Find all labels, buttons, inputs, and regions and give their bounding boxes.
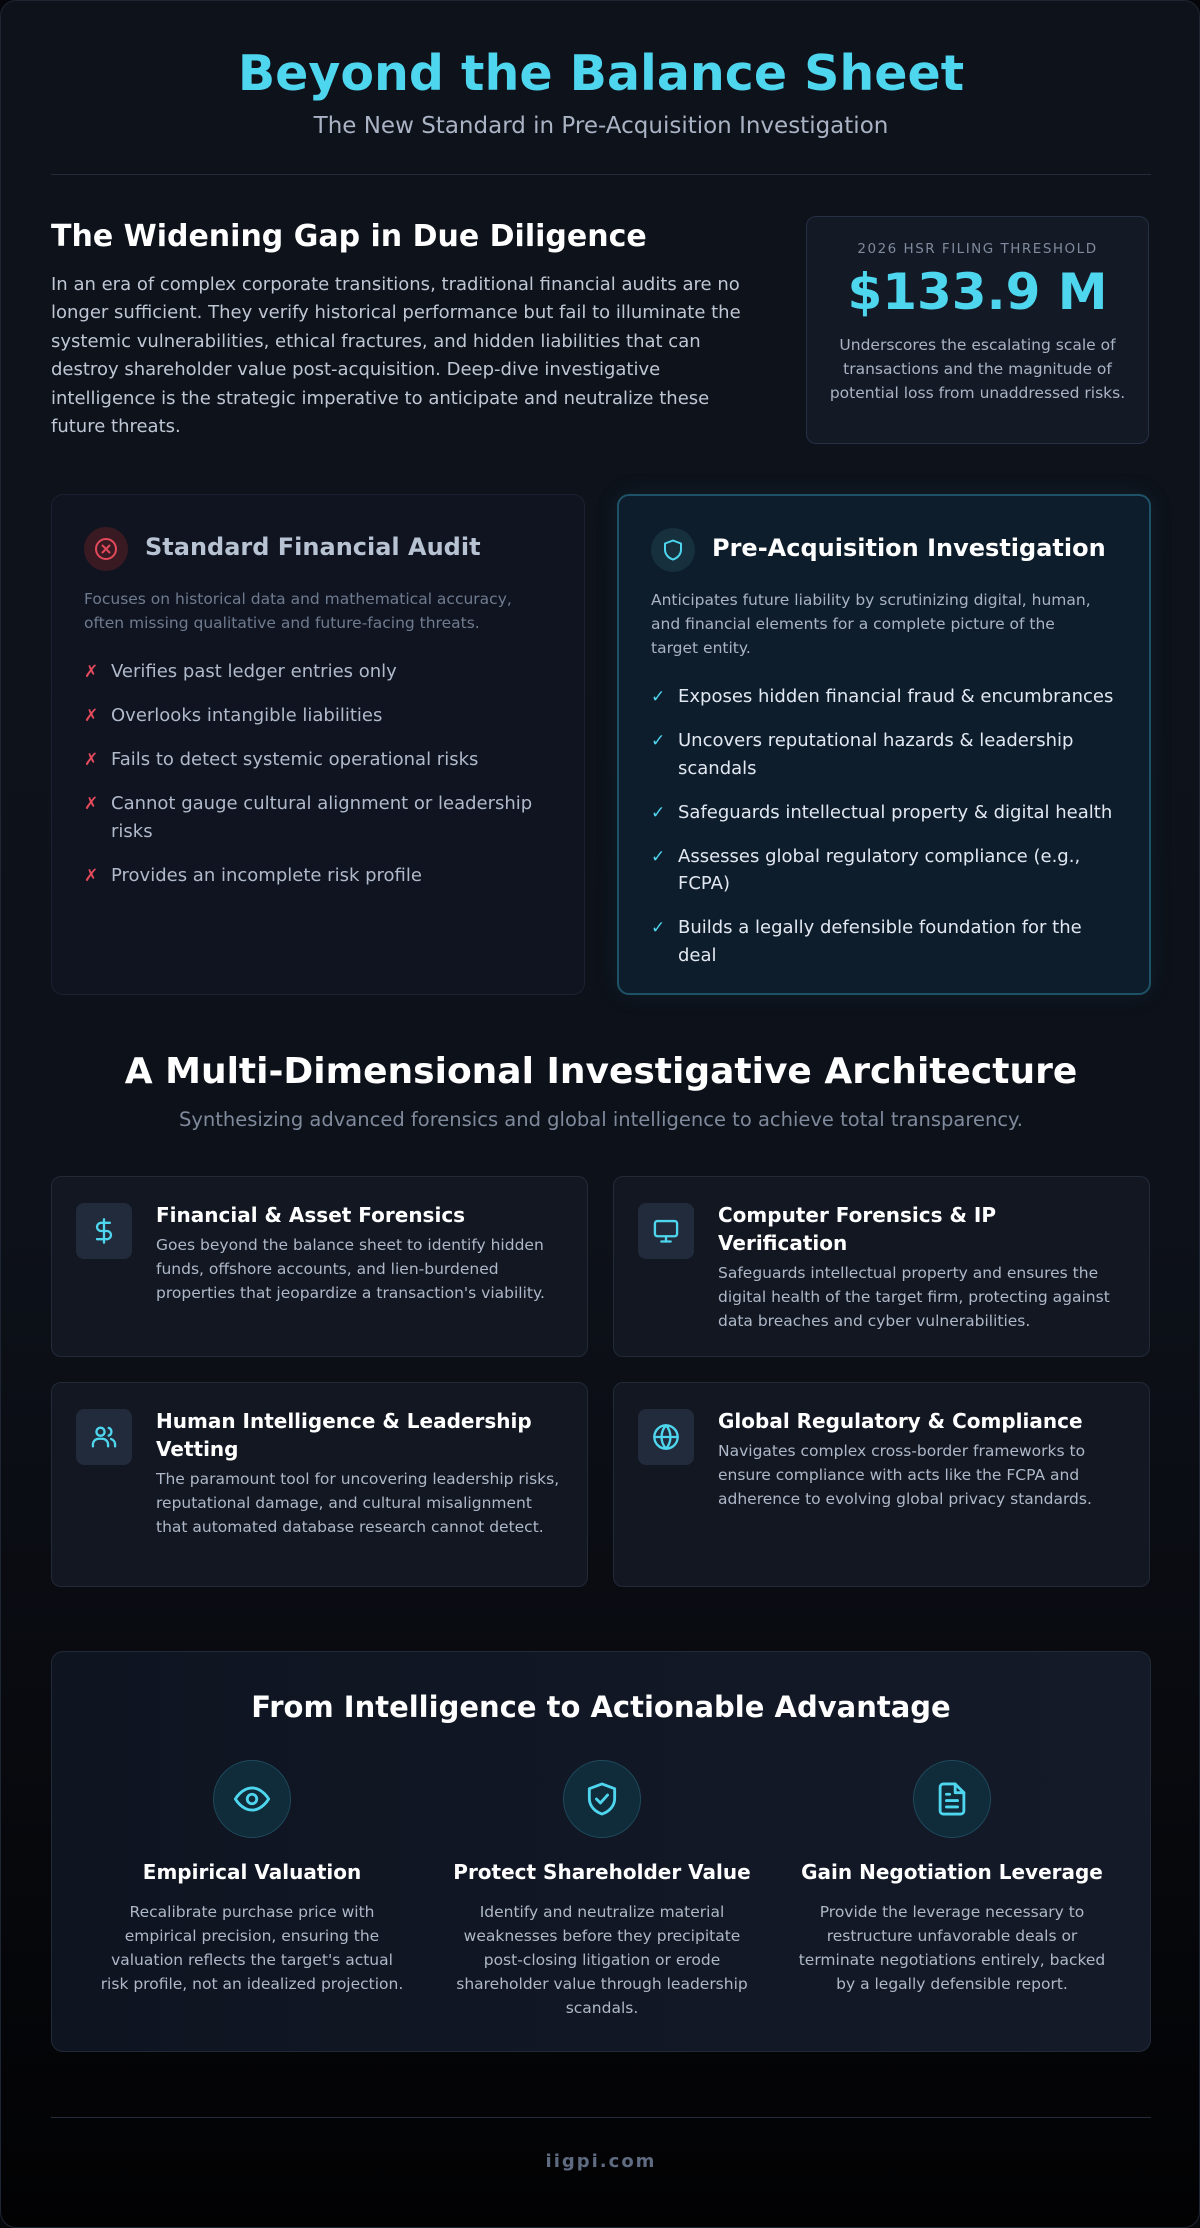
architecture-subtitle: Synthesizing advanced forensics and global intelligence to achieve total transparency. bbox=[178, 1108, 1023, 1131]
investigation-description: Anticipates future liability by scrutinizing digital, human, and financial elements for a complete picture of the target entity. bbox=[651, 591, 1091, 657]
list-item-text: Fails to detect systemic operational risks bbox=[111, 749, 479, 770]
eye-icon bbox=[213, 1760, 291, 1838]
standard-audit-list bbox=[84, 658, 554, 906]
pillar-card-regulatory bbox=[613, 1382, 1150, 1587]
stat-label: 2026 HSR FILING THRESHOLD bbox=[857, 241, 1098, 257]
pillar-title: Global Regulatory & Compliance bbox=[718, 1409, 1083, 1433]
gap-section-body: In an era of complex corporate transitions, traditional financial audits are no longer sufficient. They verify historical performance but fail to illuminate the systemic vulnerabilities, ethical fractures, and hidden liabilities that can destroy shareholder value post-acquisition. Deep-dive investigative intelligence is the strategic imperative to anticipate and neutralize these future threats. bbox=[51, 274, 741, 438]
investigation-card bbox=[617, 494, 1151, 995]
list-item-text: Uncovers reputational hazards & leadership scandals bbox=[678, 730, 1074, 779]
x-circle-icon bbox=[84, 527, 128, 571]
standard-audit-card bbox=[51, 494, 585, 995]
pillar-description: Navigates complex cross-border frameworks to ensure compliance with acts like the FCPA and adherence to evolving global privacy standards. bbox=[718, 1442, 1092, 1508]
list-item bbox=[651, 799, 1121, 827]
list-item bbox=[651, 683, 1121, 711]
monitor-icon bbox=[638, 1203, 694, 1259]
list-item bbox=[651, 843, 1121, 898]
cross-icon: ✗ bbox=[84, 750, 99, 770]
list-item-text: Verifies past ledger entries only bbox=[111, 661, 397, 682]
advantage-panel bbox=[51, 1651, 1151, 2052]
list-item bbox=[84, 790, 554, 845]
advantage-item-title: Gain Negotiation Leverage bbox=[801, 1860, 1103, 1884]
pillar-description: The paramount tool for uncovering leadership risks, reputational damage, and cultural misalignment that automated database research cannot detect. bbox=[156, 1470, 560, 1536]
stat-value: $133.9 M bbox=[847, 263, 1108, 321]
gap-section-title: The Widening Gap in Due Diligence bbox=[51, 219, 647, 254]
architecture-title: A Multi-Dimensional Investigative Architecture bbox=[124, 1051, 1078, 1092]
cross-icon: ✗ bbox=[84, 706, 99, 726]
stat-card bbox=[806, 216, 1149, 444]
list-item-text: Overlooks intangible liabilities bbox=[111, 705, 383, 726]
check-icon: ✓ bbox=[651, 918, 666, 938]
list-item bbox=[84, 702, 554, 730]
list-item bbox=[84, 862, 554, 890]
pillar-title: Financial & Asset Forensics bbox=[156, 1203, 466, 1227]
pillar-card-financial bbox=[51, 1176, 588, 1357]
pillar-card-computer bbox=[613, 1176, 1150, 1357]
standard-audit-title: Standard Financial Audit bbox=[145, 533, 481, 561]
list-item bbox=[651, 914, 1121, 969]
advantage-title: From Intelligence to Actionable Advantage bbox=[251, 1690, 951, 1724]
advantage-item-description: Identify and neutralize material weaknesses before they precipitate post-closing litigation or erode shareholder value through leadership scandals. bbox=[456, 1903, 748, 2017]
check-icon: ✓ bbox=[651, 687, 666, 707]
cross-icon: ✗ bbox=[84, 794, 99, 814]
footer-link[interactable]: iigpi.com bbox=[545, 2151, 657, 2172]
advantage-item-title: Protect Shareholder Value bbox=[453, 1860, 751, 1884]
advantage-item-leverage bbox=[787, 1760, 1117, 1996]
shield-check-icon bbox=[563, 1760, 641, 1838]
advantage-item-title: Empirical Valuation bbox=[142, 1860, 362, 1884]
list-item-text: Builds a legally defensible foundation for the deal bbox=[678, 917, 1082, 966]
header bbox=[1, 41, 1200, 139]
globe-icon bbox=[638, 1409, 694, 1465]
cross-icon: ✗ bbox=[84, 662, 99, 682]
footer-divider bbox=[51, 2117, 1151, 2118]
check-icon: ✓ bbox=[651, 846, 666, 867]
header-divider bbox=[51, 174, 1151, 175]
advantage-item-shareholder bbox=[437, 1760, 767, 2020]
users-icon bbox=[76, 1409, 132, 1465]
check-icon: ✓ bbox=[651, 731, 666, 751]
check-icon: ✓ bbox=[651, 802, 666, 823]
standard-audit-description: Focuses on historical data and mathematical accuracy, often missing qualitative and future-facing threats. bbox=[84, 590, 512, 632]
page-title: Beyond the Balance Sheet bbox=[237, 45, 965, 102]
investigation-title: Pre-Acquisition Investigation bbox=[712, 534, 1106, 562]
list-item bbox=[651, 727, 1121, 782]
pillar-description: Safeguards intellectual property and ensures the digital health of the target firm, protecting against data breaches and cyber vulnerabilities. bbox=[718, 1264, 1110, 1330]
investigation-list bbox=[651, 683, 1121, 986]
stat-description: Underscores the escalating scale of transactions and the magnitude of potential loss from unaddressed risks. bbox=[829, 336, 1126, 402]
advantage-item-description: Recalibrate purchase price with empirical precision, ensuring the valuation reflects the target's actual risk profile, not an idealized projection. bbox=[100, 1903, 404, 1993]
shield-icon bbox=[651, 528, 695, 572]
list-item bbox=[84, 658, 554, 686]
list-item bbox=[84, 746, 554, 774]
page-subtitle: The New Standard in Pre-Acquisition Investigation bbox=[313, 113, 889, 139]
list-item-text: Provides an incomplete risk profile bbox=[111, 864, 422, 886]
list-item-text: Safeguards intellectual property & digital health bbox=[678, 801, 1113, 823]
advantage-item-valuation bbox=[87, 1760, 417, 1996]
pillar-description: Goes beyond the balance sheet to identify hidden funds, offshore accounts, and lien-burdened properties that jeopardize a transaction's viability. bbox=[156, 1236, 545, 1302]
list-item-text: Cannot gauge cultural alignment or leadership risks bbox=[111, 793, 533, 842]
pillar-title: Computer Forensics & IP Verification bbox=[718, 1203, 997, 1255]
list-item-text: Assesses global regulatory compliance (e.g., FCPA) bbox=[678, 845, 1081, 894]
advantage-item-description: Provide the leverage necessary to restructure unfavorable deals or terminate negotiations entirely, backed by a legally defensible report. bbox=[798, 1903, 1106, 1993]
cross-icon: ✗ bbox=[84, 865, 99, 886]
document-icon bbox=[913, 1760, 991, 1838]
pillar-card-human bbox=[51, 1382, 588, 1587]
pillar-title: Human Intelligence & Leadership Vetting bbox=[156, 1409, 532, 1461]
dollar-icon bbox=[76, 1203, 132, 1259]
list-item-text: Exposes hidden financial fraud & encumbrances bbox=[678, 686, 1114, 707]
